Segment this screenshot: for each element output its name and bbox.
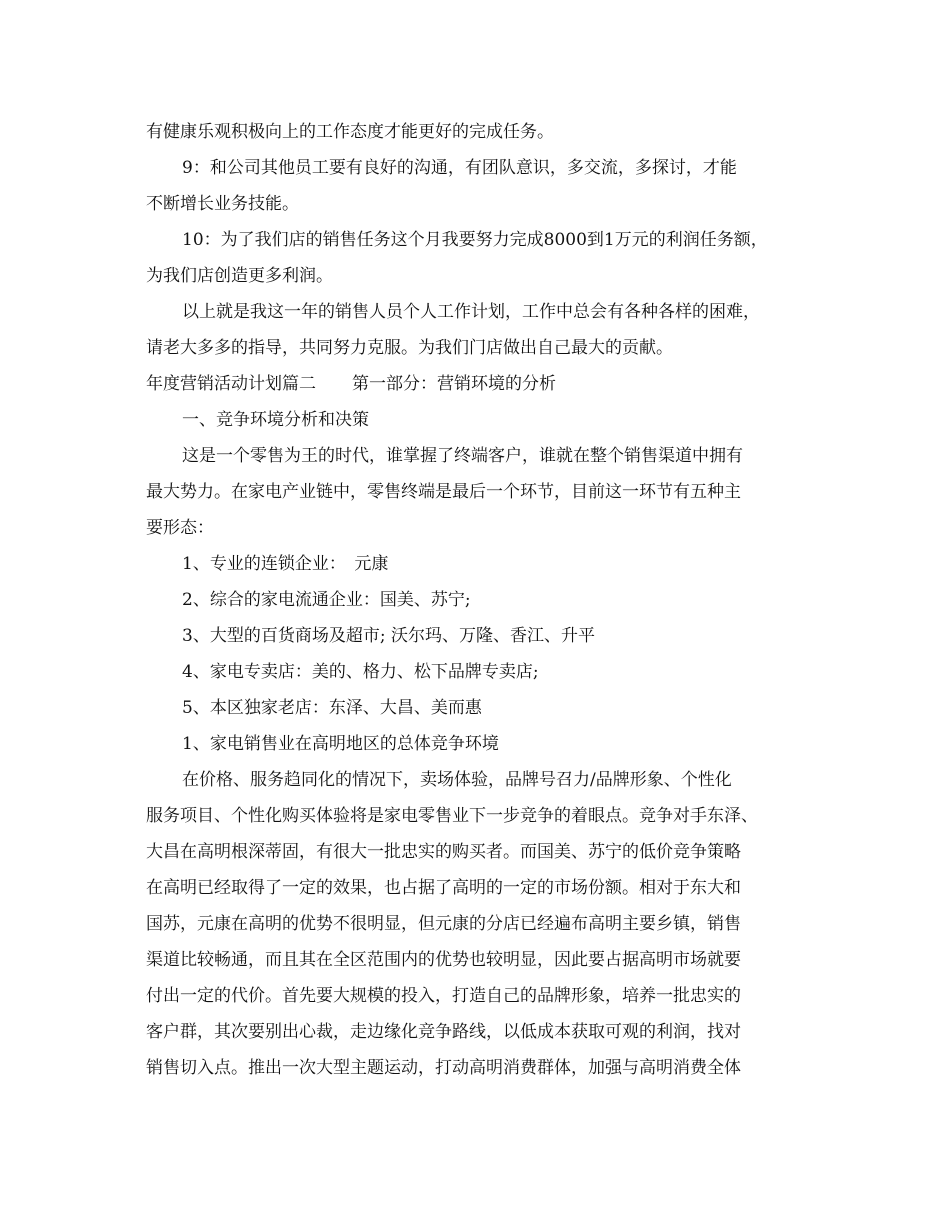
list-item: 4、家电专卖店：美的、格力、松下品牌专卖店; [182,662,539,682]
text-line: 最大势力。在家电产业链中，零售终端是最后一个环节，目前这一环节有五种主 [146,482,741,502]
list-item: 2、综合的家电流通企业：国美、苏宁; [182,590,471,610]
list-item: 5、本区独家老店：东泽、大昌、美而惠 [182,698,482,718]
text-line: 一、竞争环境分析和决策 [182,410,369,430]
text-line: 大昌在高明根深蒂固，有很大一批忠实的购买者。而国美、苏宁的低价竞争策略 [146,842,741,862]
text-line: 不断增长业务技能。 [146,194,299,214]
text-line: 10：为了我们店的销售任务这个月我要努力完成8000到1万元的利润任务额， [182,230,768,250]
section-heading [146,366,816,402]
text-line: 服务项目、个性化购买体验将是家电零售业下一步竞争的着眼点。竞争对手东泽、 [146,806,758,826]
text-line: 国苏，元康在高明的优势不很明显，但元康的分店已经遍布高明主要乡镇，销售 [146,914,741,934]
text-line: 在价格、服务趋同化的情况下，卖场体验，品牌号召力/品牌形象、个性化 [182,770,732,790]
text-line: 9：和公司其他员工要有良好的沟通，有团队意识，多交流，多探讨，才能 [182,158,737,178]
text-line: 渠道比较畅通，而且其在全区范围内的优势也较明显，因此要占据高明市场就要 [146,950,741,970]
text-line: 在高明已经取得了一定的效果，也占据了高明的一定的市场份额。相对于东大和 [146,878,741,898]
text-line: 以上就是我这一年的销售人员个人工作计划，工作中总会有各种各样的困难， [182,302,760,322]
heading-subtitle: 第一部分：营销环境的分析 [352,374,556,394]
list-item: 1、专业的连锁企业： 元康 [182,554,389,574]
text-line: 客户群，其次要别出心裁，走边缘化竞争路线，以低成本获取可观的利润，找对 [146,1022,741,1042]
heading-title: 年度营销活动计划篇二 [146,374,316,394]
document-body [146,114,816,1086]
text-line: 付出一定的代价。首先要大规模的投入，打造自己的品牌形象，培养一批忠实的 [146,986,741,1006]
text-line: 要形态： [146,518,214,538]
text-line: 请老大多多的指导，共同努力克服。为我们门店做出自己最大的贡献。 [146,338,673,358]
text-line: 销售切入点。推出一次大型主题运动，打动高明消费群体，加强与高明消费全体 [146,1058,741,1078]
subheading: 1、家电销售业在高明地区的总体竞争环境 [182,734,499,754]
text-line: 为我们店创造更多利润。 [146,266,333,286]
text-line: 有健康乐观积极向上的工作态度才能更好的完成任务。 [146,122,554,142]
list-item: 3、大型的百货商场及超市; 沃尔玛、万隆、香江、升平 [182,626,595,646]
text-line: 这是一个零售为王的时代，谁掌握了终端客户，谁就在整个销售渠道中拥有 [182,446,743,466]
